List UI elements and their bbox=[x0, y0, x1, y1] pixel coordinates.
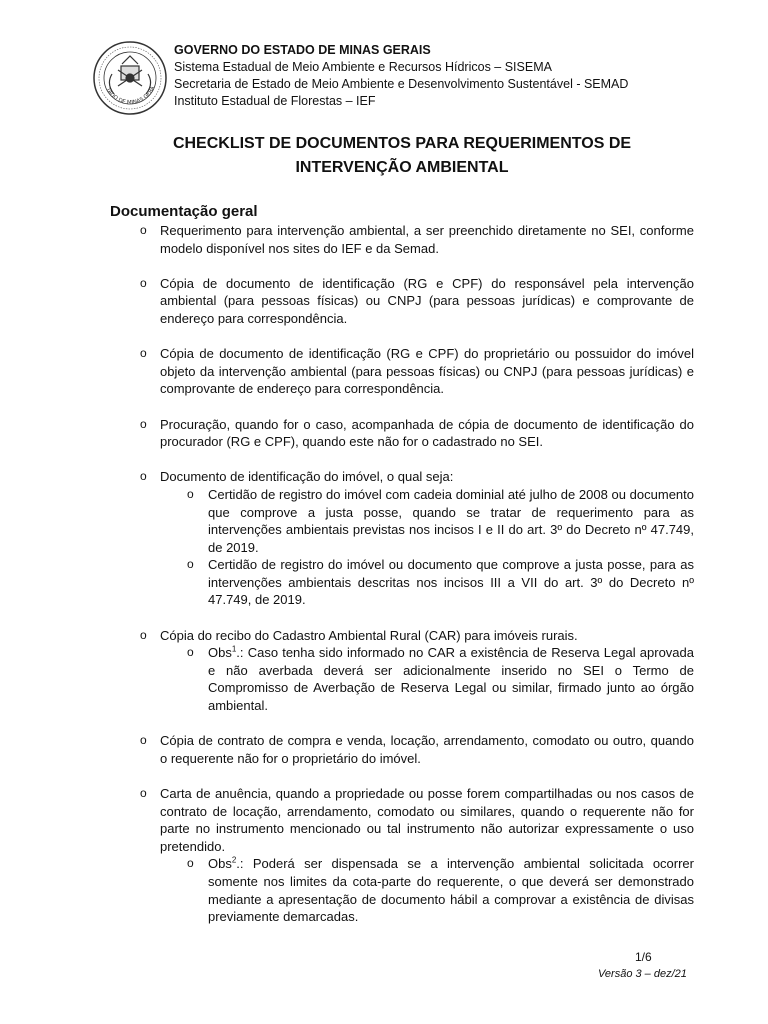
list-item bbox=[110, 345, 694, 398]
list-item bbox=[110, 785, 694, 926]
document-title bbox=[110, 132, 694, 180]
list-item bbox=[110, 222, 694, 257]
obs-note bbox=[160, 644, 694, 714]
obs-label: Obs bbox=[208, 856, 232, 872]
sub-list bbox=[160, 855, 694, 925]
sub-list-item: o Certidão de registro do imóvel ou documento que comprove a justa posse, para as intervenções ambientais descritas nos incisos III a VII do art. 3º do Decreto nº 47.749, de 2019. bbox=[160, 556, 694, 609]
organization-block bbox=[174, 42, 628, 110]
item-text: Cópia de documento de identificação (RG e CPF) do responsável pela intervenção ambiental (para pessoas físicas) ou CNPJ (para pessoas jurídicas) e comprovante de endereço para correspondência. bbox=[160, 275, 694, 326]
checklist-content bbox=[110, 222, 694, 943]
item-text: Cópia do recibo do Cadastro Ambiental Rural (CAR) para imóveis rurais. bbox=[160, 627, 578, 643]
item-text: Requerimento para intervenção ambiental, a ser preenchido diretamente no SEI, conforme modelo disponível nos sites do IEF e da Semad. bbox=[160, 223, 694, 256]
coat-of-arms-seal bbox=[92, 40, 168, 116]
obs-footnote-number: 2 bbox=[231, 856, 237, 866]
org-line-ief: Instituto Estadual de Florestas – IEF bbox=[174, 94, 376, 108]
item-text: Procuração, quando for o caso, acompanhada de cópia de documento de identificação do procurador (RG e CPF), quando este não for o cadastrado no SEI. bbox=[160, 416, 694, 450]
list-item bbox=[110, 275, 694, 328]
obs-text: .: Caso tenha sido informado no CAR a existência de Reserva Legal aprovada e não averbada deverá ser adicionalmente inserido no SEI o Termo de Compromisso de Averbação de Reserva Legal ou similar, firmado junto ao órgão ambiental. bbox=[208, 645, 694, 714]
item-text: Cópia de contrato de compra e venda, locação, arrendamento, comodato ou outro, quando o requerente não for o proprietário do imóvel. bbox=[160, 733, 694, 766]
item-text: Cópia de documento de identificação (RG e CPF) do proprietário ou possuidor do imóvel objeto da intervenção ambiental (para pessoas físicas) ou CNPJ (para pessoas jurídicas) e comprovante de endereço para correspondência. bbox=[160, 346, 694, 397]
seal-text: TADO DE MINAS GERA bbox=[104, 85, 157, 107]
obs-note bbox=[160, 855, 694, 925]
sub-list bbox=[160, 486, 694, 609]
item-text: Documento de identificação do imóvel, o qual seja: bbox=[160, 469, 454, 485]
list-item bbox=[110, 468, 694, 609]
org-line-government: GOVERNO DO ESTADO DE MINAS GERAIS bbox=[174, 43, 431, 57]
section-title: Documentação geral bbox=[110, 203, 258, 220]
page-number: 1/6 bbox=[635, 950, 652, 964]
checklist bbox=[110, 222, 694, 926]
title-line-1: CHECKLIST DE DOCUMENTOS PARA REQUERIMENTOS DE bbox=[172, 135, 632, 152]
list-item bbox=[110, 627, 694, 715]
title-line-2: INTERVENÇÃO AMBIENTAL bbox=[295, 159, 509, 176]
obs-label: Obs bbox=[208, 645, 232, 661]
sub-list bbox=[160, 644, 694, 714]
list-item bbox=[110, 416, 694, 451]
obs-footnote-number: 1 bbox=[231, 644, 237, 654]
document-header bbox=[92, 40, 732, 120]
version-label: Versão 3 – dez/21 bbox=[598, 968, 687, 980]
obs-text: .: Poderá ser dispensada se a intervenção ambiental solicitada ocorrer somente nos limites da cota-parte do requerente, o que deverá ser demonstrado mediante a apresentação de documento hábil a comprovar a existência de divisas previamente demarcadas. bbox=[208, 856, 694, 925]
sub-list-item: o Certidão de registro do imóvel com cadeia dominial até julho de 2008 ou documento que comprove a justa posse, quando se tratar de requerimento para as intervenções ambientais previstas nos incisos I e II do art. 3º do Decreto nº 47.749, de 2019. bbox=[160, 486, 694, 556]
org-line-semad: Secretaria de Estado de Meio Ambiente e Desenvolvimento Sustentável - SEMAD bbox=[174, 77, 629, 91]
org-line-sisema: Sistema Estadual de Meio Ambiente e Recursos Hídricos – SISEMA bbox=[174, 60, 552, 74]
list-item bbox=[110, 732, 694, 767]
item-text: Carta de anuência, quando a propriedade ou posse forem compartilhadas ou nos casos de contrato de locação, arrendamento, comodato ou similares, quando o requerente não for parte no instrumento mencionado ou tal instrumento não autorizar expressamente o uso pretendido. bbox=[160, 786, 694, 854]
